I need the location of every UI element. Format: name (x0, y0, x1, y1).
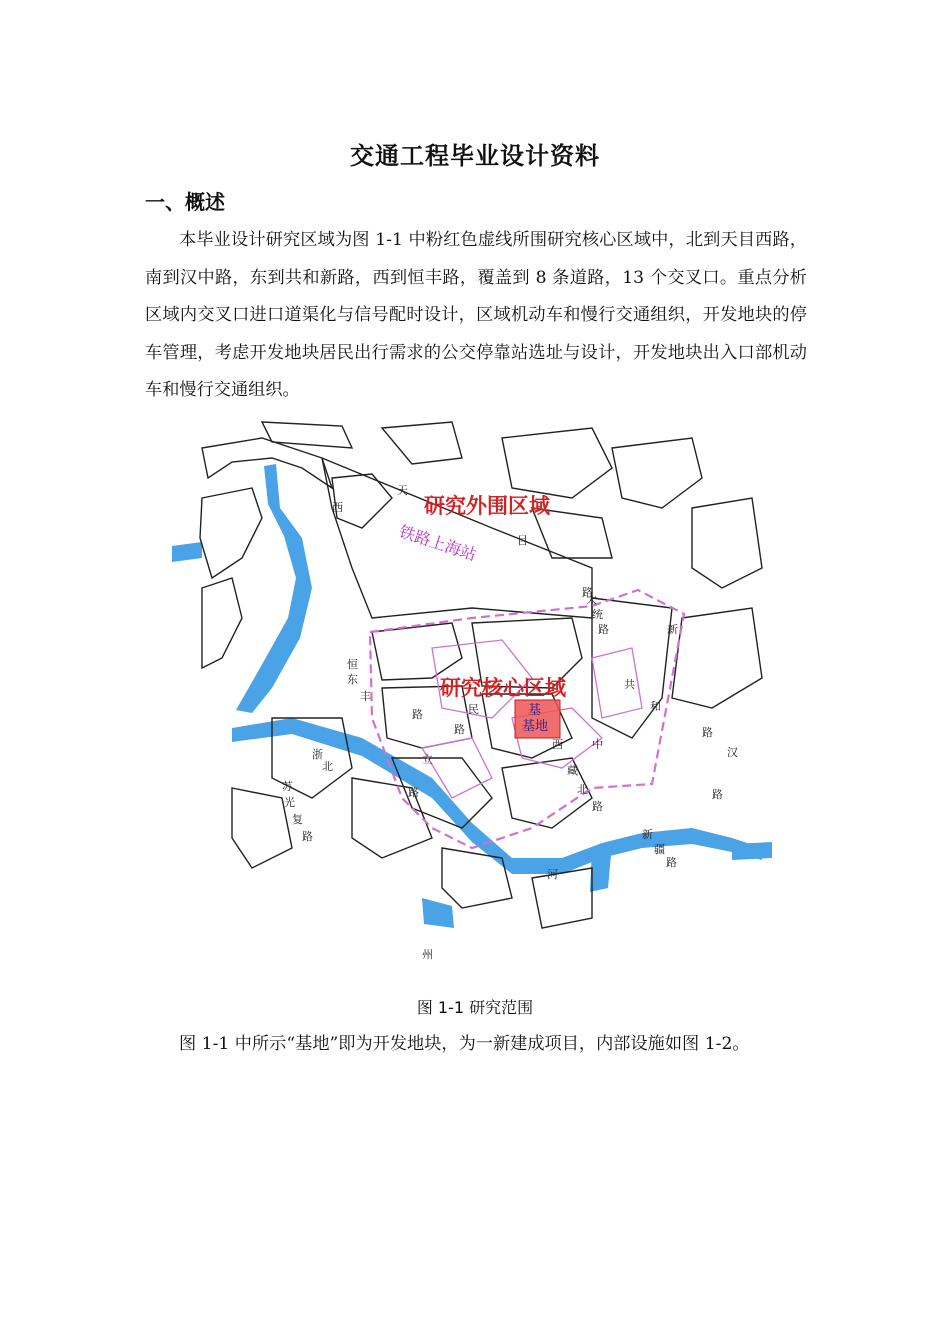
svg-text:路: 路 (408, 786, 419, 799)
svg-text:目: 目 (517, 534, 528, 547)
site-label-top: 基 (528, 703, 542, 718)
svg-text:路: 路 (598, 623, 609, 636)
station-label: 铁路上海站 (396, 521, 479, 565)
svg-text:丰: 丰 (360, 690, 371, 703)
svg-text:共: 共 (624, 678, 635, 691)
svg-text:中: 中 (592, 738, 603, 751)
section-heading: 一、概述 (145, 190, 225, 214)
figure-caption: 图 1-1 研究范围 (416, 998, 534, 1017)
svg-text:西: 西 (552, 738, 563, 751)
svg-text:天: 天 (397, 484, 408, 497)
svg-text:光: 光 (284, 796, 295, 809)
svg-text:汉: 汉 (727, 746, 738, 759)
svg-text:路: 路 (712, 788, 723, 801)
svg-text:疆: 疆 (654, 843, 665, 856)
core-area-label: 研究核心区域 (440, 675, 566, 700)
svg-text:路: 路 (582, 586, 593, 599)
outer-area-label: 研究外围区域 (424, 493, 550, 518)
svg-text:路: 路 (412, 708, 423, 721)
svg-text:河: 河 (547, 868, 558, 881)
svg-text:藏: 藏 (567, 764, 578, 777)
svg-text:苏: 苏 (282, 780, 293, 793)
svg-text:北: 北 (322, 760, 333, 773)
svg-text:民: 民 (468, 703, 479, 716)
svg-text:路: 路 (302, 830, 313, 843)
svg-text:恒: 恒 (347, 658, 358, 671)
svg-text:统: 统 (592, 608, 603, 621)
svg-text:东: 东 (347, 673, 358, 686)
svg-text:路: 路 (454, 723, 465, 736)
page-title: 交通工程毕业设计资料 (350, 142, 600, 170)
site-label: 基地 (522, 719, 549, 734)
svg-text:路: 路 (666, 856, 677, 869)
svg-text:复: 复 (292, 813, 303, 826)
svg-text:大: 大 (586, 593, 597, 606)
svg-text:立: 立 (422, 753, 433, 766)
svg-text:州: 州 (422, 948, 433, 961)
svg-text:北: 北 (577, 783, 588, 796)
study-area-map (172, 418, 772, 963)
svg-text:新: 新 (642, 828, 653, 841)
svg-text:路: 路 (592, 800, 603, 813)
svg-text:西: 西 (332, 501, 343, 514)
svg-text:新: 新 (667, 623, 678, 636)
svg-text:和: 和 (650, 700, 661, 713)
svg-text:路: 路 (702, 726, 713, 739)
closing-paragraph: 图 1-1 中所示“基地”即为开发地块，为一新建成项目，内部设施如图 1-2。 (179, 1034, 750, 1054)
svg-text:浙: 浙 (312, 748, 323, 761)
intro-paragraph: 本毕业设计研究区域为图 1-1 中粉红色虚线所围研究核心区域中，北到天目西路，南到汉中路，东到共和新路，西到恒丰路，覆盖到 8 条道路，13 个交叉口。重点分析区域内交叉口进口道渠化与信号配时设计，区域机动车和慢行交通组织，开发地块的停车管理，考虑开发地块居民出行需求的公交停靠站选址与设计，开发地块出入口部机动车和慢行交通组织。 (145, 230, 807, 400)
